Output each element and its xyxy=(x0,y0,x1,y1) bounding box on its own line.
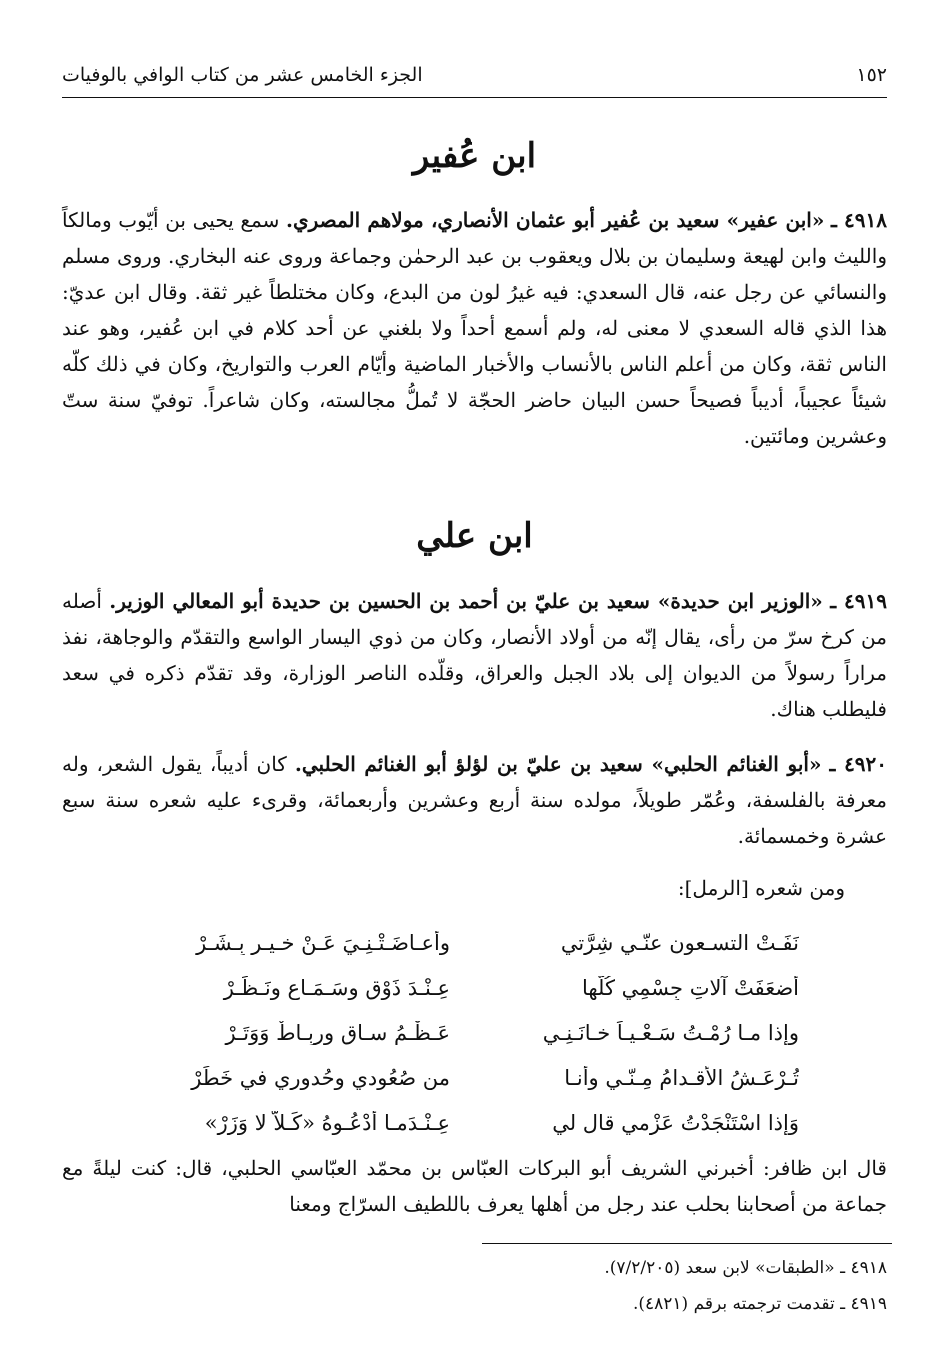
verse-first-hemistich: وَإذا اسْتَنْجَدْتُ عَزْمي قال لي xyxy=(552,1110,799,1135)
verse-first-hemistich: وإذا مـا رُمْـتُ سَـعْـيـاً خـانَـنِـي xyxy=(542,1020,799,1045)
entry-lead: «الوزير ابن حديدة» سعيد بن عليّ بن أحمد بن الحسين بن حديدة أبو المعالي الوزير. xyxy=(109,589,823,613)
entry-number: ٤٩٢٠ ـ xyxy=(829,752,888,776)
poem-intro: ومن شعره [الرمل]: xyxy=(677,876,845,900)
section-heading-ibn-ali: ابن علي xyxy=(416,516,533,556)
verse-first-hemistich: تُـرْعَـشُ الأقـدامُ مِـنّـي وأنـا xyxy=(564,1065,799,1090)
entry-text: أصله من كرخ سرّ من رأى، يقال إنّه من أولاد الأنصار، وكان من ذوي اليسار الواسع والتقدّم والوجاهة، نفذ مراراً رسولاً من الديوان إلى بلاد الجبل والعراق، وقلّده الناصر الوزارة، وقد تقدّم ذكره في سعد فليطلب هناك. xyxy=(62,589,887,721)
entry-number: ٤٩١٨ ـ xyxy=(830,208,888,232)
entry-4919 xyxy=(62,583,887,727)
poem-verse xyxy=(150,920,799,965)
poem xyxy=(150,920,799,1145)
footnote-4918: ٤٩١٨ ـ «الطبقات» لابن سعد (٧/٢/٢٠٥). xyxy=(604,1258,887,1278)
entry-4920 xyxy=(62,746,887,854)
verse-second-hemistich: عَـظْـمُ سـاقٍ وربِـاطٌ وَوَتَـرْ xyxy=(225,1020,450,1045)
entry-lead: «ابن عفير» سعيد بن عُفير أبو عثمان الأنصاري، مولاهم المصري. xyxy=(286,208,825,232)
entry-text: سمع يحيى بن أيّوب ومالكاً والليث وابن لهيعة وسليمان بن بلال ويعقوب بن عبد الرحمٰن وجماعة وروى عنه البخاري. وروى مسلم والنسائي عن رجل عنه، قال السعدي: فيه غيرُ لون من البدع، وكان مختلطاً غير ثقة. وقال ابن عديّ: هذا الذي قاله السعدي لا معنى له، ولم أسمع أحداً ولا بلغني عن أحد كلام في ابن عُفير، وهو عند الناس ثقة، وكان من أعلم الناس بالأنساب والأخبار الماضية وأيّام العرب والتواريخ، وكان في ذلك كلّه شيئاً عجيباً، أديباً فصيحاً حسن البيان حاضر الحجّة لا تُملُّ مجالسته، وكان شاعراً. توفيّ سنة ستّ وعشرين ومائتين. xyxy=(62,208,887,448)
entry-4918 xyxy=(62,202,887,454)
closing-paragraph: قال ابن ظافر: أخبرني الشريف أبو البركات العبّاس بن محمّد العبّاسي الحلبي، قال: كنت ليلةً مع جماعة من أصحابنا بحلب عند رجل من أهلها يعرف باللطيف السرّاج ومعنا xyxy=(62,1156,887,1216)
running-header xyxy=(62,58,887,92)
entry-lead: «أبو الغنائم الحلبي» سعيد بن عليّ بن لؤلؤ أبو الغنائم الحلبي. xyxy=(294,752,822,776)
poem-verse xyxy=(150,1100,799,1145)
poem-verse xyxy=(150,965,799,1010)
entry-number: ٤٩١٩ ـ xyxy=(830,589,888,613)
poem-verse xyxy=(150,1010,799,1055)
poem-verse xyxy=(150,1055,799,1100)
header-rule xyxy=(62,97,887,98)
page-number: ١٥٢ xyxy=(856,64,887,86)
section-heading-ibn-ufair: ابن عُفير xyxy=(412,136,537,176)
footnote-4919: ٤٩١٩ ـ تقدمت ترجمته برقم (٤٨٢١). xyxy=(632,1294,887,1314)
verse-second-hemistich: عِـنْـدَمـا أدْعُـوهُ «كَـلاّ لا وَزَرْ» xyxy=(204,1110,450,1135)
verse-second-hemistich: وأعـاضَـتْـنِـيَ عَـنْ خـيـرٍ بِـشَـرْ xyxy=(196,930,450,955)
running-title: الجزء الخامس عشر من كتاب الوافي بالوفيات xyxy=(62,64,423,86)
verse-second-hemistich: من صُعُودي وحُدوري في خَطَرْ xyxy=(191,1065,450,1090)
footnote-rule xyxy=(482,1243,892,1244)
verse-first-hemistich: نَفَـتْ التسـعون عنّـي شِرَّتي xyxy=(560,930,799,955)
verse-first-hemistich: أضعَفَتْ آلاتِ جِسْمِي كُلّها xyxy=(581,975,799,1000)
verse-second-hemistich: عِـنْـدَ ذَوْقٍ وسَـمَـاعٍ ونَـظَـرْ xyxy=(223,975,450,1000)
entry-text: كان أديباً، يقول الشعر، وله معرفة بالفلسفة، وعُمّر طويلاً، مولده سنة أربع وعشرين وأربعمائة، وقرىء عليه شعره سنة سبع عشرة وخمسمائة. xyxy=(62,752,887,848)
